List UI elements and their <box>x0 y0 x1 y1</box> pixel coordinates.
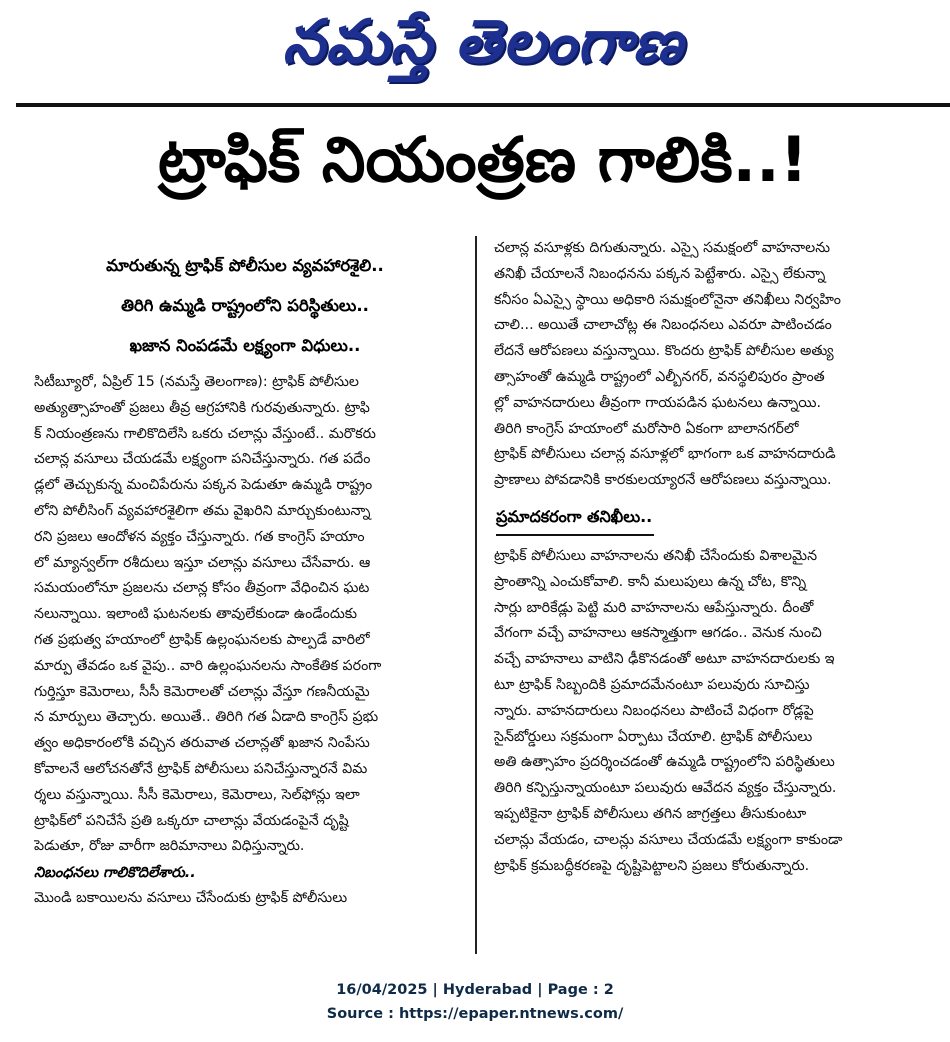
text-line: గత ప్రభుత్వ హయాంలో ట్రాఫిక్ ఉల్లంఘనలకు పాల్పడే వారిలో <box>34 631 370 648</box>
footer <box>0 978 950 1026</box>
right-column <box>482 236 944 879</box>
text-line: పెడుతూ, రోజు వారీగా జరిమానాలు విధిస్తున్నారు. <box>34 838 305 855</box>
left-body-text <box>22 370 468 860</box>
masthead-title: నమస్తే తెలంగాణ <box>282 7 684 77</box>
text-line: రని ప్రజలు ఆందోళన వ్యక్తం చేస్తున్నారు. గత కాంగ్రెస్ హయాం <box>34 528 365 545</box>
column-divider <box>475 236 477 954</box>
text-line: మొండి బకాయిలను వసూలు చేసేందుకు ట్రాఫిక్ పోలీసులు <box>34 890 348 907</box>
text-line: అతి ఉత్సాహం ప్రదర్శించడంతో ఉమ్మడి రాష్ట్రంలోని పరిస్థితులు <box>494 754 835 771</box>
headline <box>16 112 950 222</box>
text-line: అత్యుత్సాహంతో ప్రజలు తీవ్ర ఆగ్రహానికి గురవుతున్నారు. ట్రాఫి <box>34 399 370 416</box>
text-line: తిరిగి కాంగ్రెస్ హయాంలో మరోసారి ఏకంగా బాలానగర్‌లో <box>494 420 799 437</box>
text-line: తిరిగి కన్పిస్తున్నాయంటూ పలువురు ఆవేదన వ్యక్తం చేస్తున్నారు. <box>494 780 837 797</box>
text-line: సిటీబ్యూరో, ఏప్రిల్ 15 (నమస్తే తెలంగాణ): ట్రాఫిక్ పోలీసుల <box>34 374 359 390</box>
text-line: క్ నియంత్రణను గాలికొదిలేసి ఒకరు చలాన్లు వేస్తుంటే.. మరొకరు <box>34 425 376 442</box>
left-column <box>22 246 468 912</box>
text-line: కనీసం ఏఎస్సై స్థాయి అధికారి సమక్షంలోనైనా తనిఖీలు నిర్వహిం <box>494 291 841 308</box>
text-line: డ్లలో తెచ్చుకున్న మంచిపేరును పక్కన పెడుతూ ఉమ్మడి రాష్ట్రం <box>34 477 373 494</box>
text-line: ప్రాంతాన్ని ఎంచుకోవాలి. కానీ మలుపులు ఉన్న చోట, కొన్ని <box>494 573 807 590</box>
text-line: లో మ్యాన్వల్‌గా రశీదులు ఇస్తూ చలాన్లు వసూలు చేసేవారు. ఆ <box>34 554 371 571</box>
right-subhead: ప్రమాదకరంగా తనిఖీలు.. <box>496 500 654 536</box>
deck-line: తిరిగి ఉమ్మడి రాష్ట్రంలోని పరిస్థితులు.. <box>121 296 369 315</box>
masthead-divider <box>16 103 950 107</box>
right-body-text-2 <box>482 544 944 879</box>
text-line: ట్రాఫిక్ పోలీసులు వాహనాలను తనిఖీ చేసేందుకు విశాలమైన <box>494 547 818 564</box>
text-line: తనిఖీ చేయాలనే నిబంధనను పక్కన పెట్టేశారు. ఎస్సై లేకున్నా <box>494 265 826 282</box>
text-line: ట్రాఫిక్‌లో పనిచేసే ప్రతి ఒక్కరూ చాలాన్లు వేయడంపైనే దృష్టి <box>34 812 349 829</box>
text-line: సార్లు బారికేడ్లు పెట్టి మరి వాహనాలను ఆపేస్తున్నారు. దీంతో <box>494 599 814 616</box>
footer-date-line: 16/04/2025 | Hyderabad | Page : 2 <box>336 982 614 998</box>
text-line: త్వం అధికారంలోకి వచ్చిన తరువాత చలాన్లతో ఖజాన నింపేసు <box>34 735 370 752</box>
newspaper-clipping <box>16 0 950 960</box>
headline-text: ట్రాఫిక్ నియంత్రణ గాలికి..! <box>158 123 808 196</box>
text-line: టూ ట్రాఫిక్ సిబ్బందికి ప్రమాదమేనంటూ పలువురు సూచిస్తు <box>494 676 810 693</box>
text-line: చలాన్లు వేయడం, చాలన్లు వసూలు చేయడమే లక్ష్యంగా కాకుండా <box>494 831 843 848</box>
text-line: ప్రాణాలు పోవడానికి కారకులయ్యారనే ఆరోపణలు వస్తున్నాయి. <box>494 472 832 489</box>
text-line: లేదనే ఆరోపణలు వస్తున్నాయి. కొందరు ట్రాఫిక్ పోలీసుల అత్యు <box>494 343 834 360</box>
text-line: సైన్‌బోర్డులు సక్రమంగా ఏర్పాటు చేయాలి. ట్రాఫిక్ పోలీసులు <box>494 728 813 745</box>
text-line: చాలి... అయితే చాలాచోట్ల ఈ నిబంధనలు ఎవరూ పాటించడం <box>494 317 832 334</box>
text-line: ఇప్పటికైనా ట్రాఫిక్ పోలీసులు తగిన జాగ్రత్తలు తీసుకుంటూ <box>494 805 807 822</box>
deck-line: ఖజాన నింపడమే లక్ష్యంగా విధులు.. <box>129 336 361 355</box>
text-line: గుర్తిస్తూ కెమెరాలు, సీసీ కెమెరాలతో చలాన్లు వేస్తూ గణనీయమై <box>34 683 370 700</box>
masthead <box>16 4 950 94</box>
text-line: చలాన్ల వసూళ్లకు దిగుతున్నారు. ఎస్సై సమక్షంలో వాహనాలను <box>494 240 831 256</box>
text-line: మార్పు తేవడం ఒక వైపు.. వారి ఉల్లంఘనలను సాంకేతిక పరంగా <box>34 657 382 674</box>
text-line: ల్లో వాహనదారులు తీవ్రంగా గాయపడిన ఘటనలు ఉన్నాయి. <box>494 394 821 411</box>
deck-line: మారుతున్న ట్రాఫిక్ పోలీసుల వ్యవహారశైలి.. <box>106 256 384 275</box>
text-line: ర్శలు వస్తున్నాయి. సీసీ కెమెరాలు, కెమెరాలు, సెల్‌ఫోన్లు ఇలా <box>34 786 360 803</box>
text-line: నలున్నాయి. ఇలాంటి ఘటనలకు తావులేకుండా ఉండేందుకు <box>34 606 358 623</box>
left-tail-text <box>22 886 468 912</box>
text-line: ట్రాఫిక్ క్రమబద్ధీకరణపై దృష్టిపెట్టాలని ప్రజలు కోరుతున్నారు. <box>494 857 810 874</box>
text-line: వచ్చే వాహనాలు వాటిని ఢీకొనడంతో అటూ వాహనదారులకు ఇ <box>494 651 835 668</box>
footer-source-line: Source : https://epaper.ntnews.com/ <box>326 1006 624 1022</box>
left-subhead: నిబంధనలు గాలికొదిలేశారు.. <box>34 865 196 882</box>
text-line: న మార్పులు తెచ్చారు. అయితే.. తిరిగి గత ఏడాది కాంగ్రెస్ ప్రభు <box>34 709 379 726</box>
text-line: లోని పోలీసింగ్ వ్యవహారశైలిగా తమ వైఖరిని మార్చుకుంటున్నా <box>34 502 371 519</box>
text-line: త్సాహంతో ఉమ్మడి రాష్ట్రంలో ఎల్బీనగర్, వనస్థలిపురం ప్రాంత <box>494 368 825 385</box>
text-line: చలాన్ల వసూలు చేయడమే లక్ష్యంగా పనిచేస్తున్నారు. గత పదేం <box>34 451 371 468</box>
text-line: వేగంగా వచ్చే వాహనాలు ఆకస్మాత్తుగా ఆగడం.. వెనుక నుంచి <box>494 625 822 642</box>
text-line: సమయంలోనూ ప్రజలను చలాన్ల కోసం తీవ్రంగా వేధించిన ఘట <box>34 580 370 597</box>
text-line: న్నారు. వాహనదారులు నిబంధనలు పాటించే విధంగా రోడ్లపై <box>494 702 814 719</box>
text-line: కోవాలనే ఆలోచనతోనే ట్రాఫిక్ పోలీసులు పనిచేస్తున్నారనే విమ <box>34 760 368 777</box>
text-line: ట్రాఫిక్ పోలీసులు చలాన్ల వసూళ్లలో భాగంగా ఒక వాహనదారుడి <box>494 446 836 463</box>
right-body-text <box>482 236 944 494</box>
